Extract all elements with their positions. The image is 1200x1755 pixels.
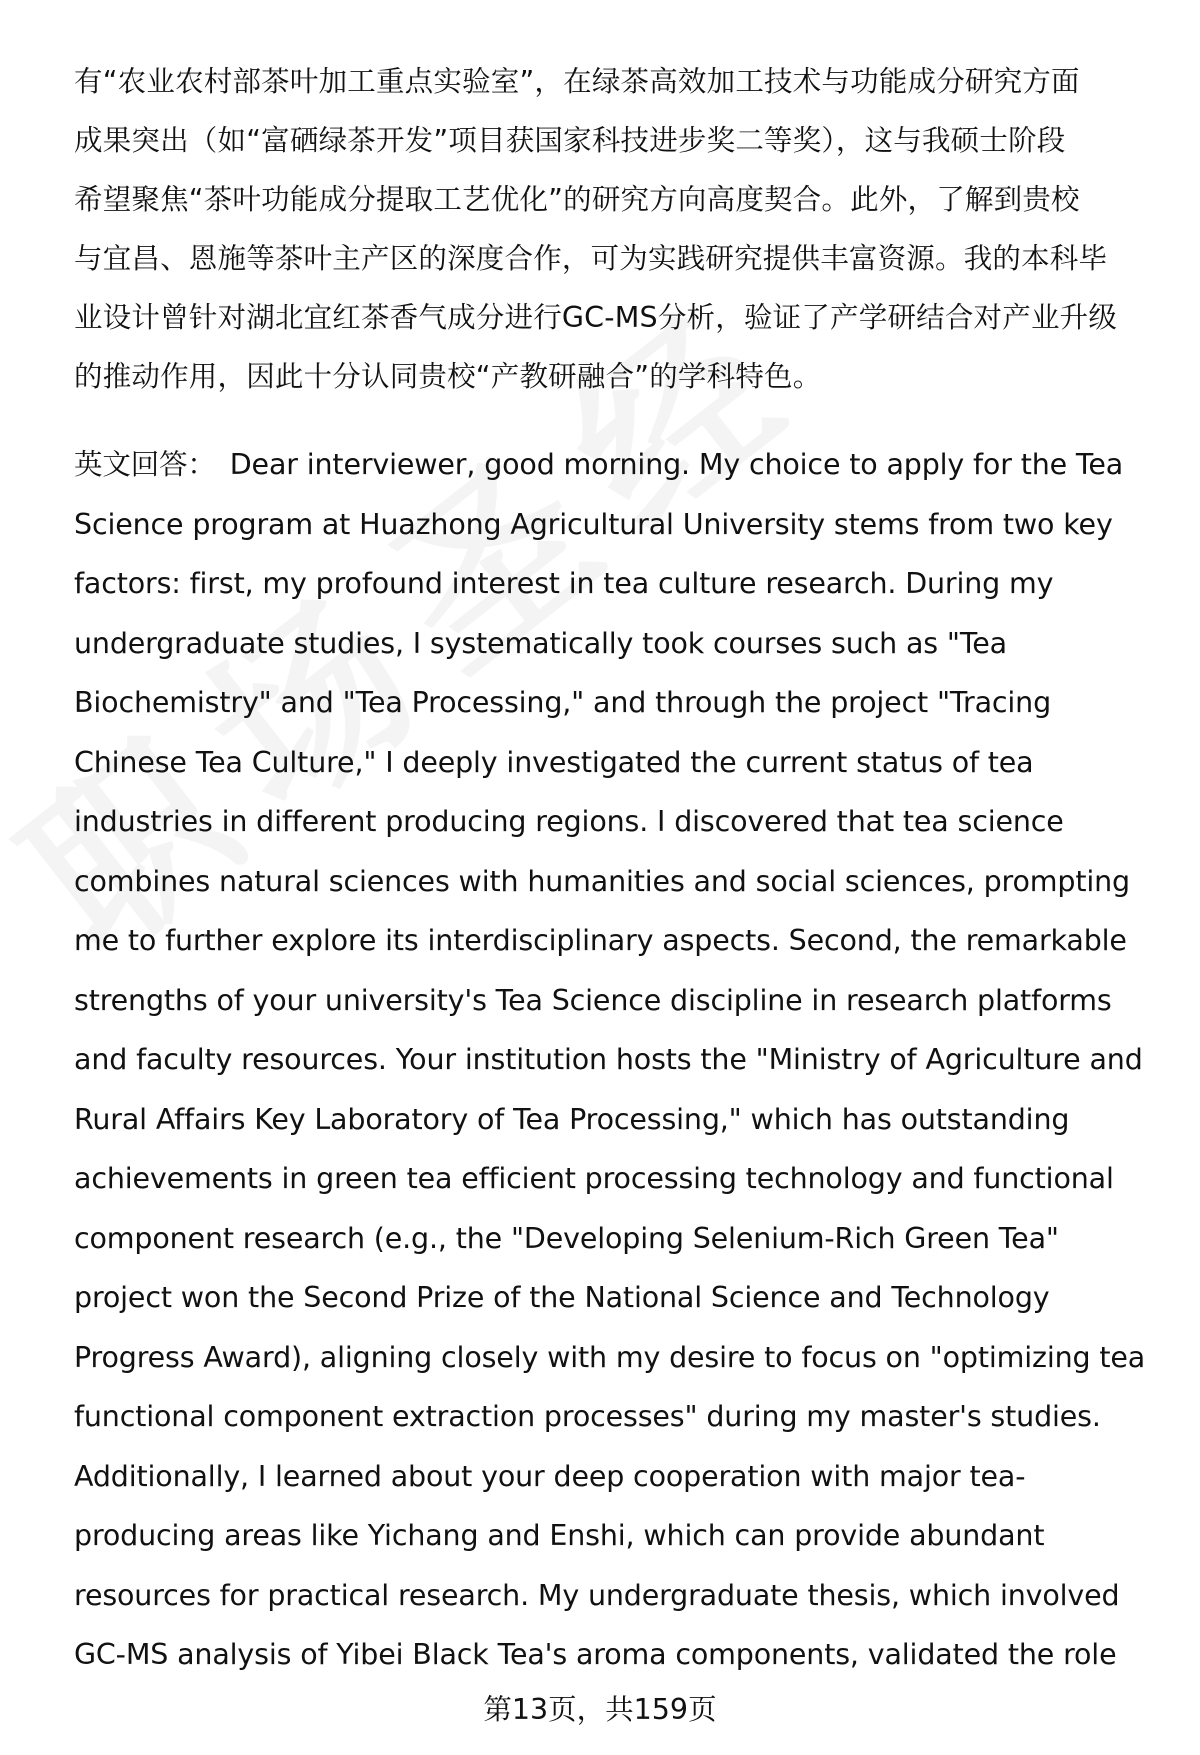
chinese-line: 业设计曾针对湖北宜红茶香气成分进行GC-MS分析，验证了产学研结合对产业升级 bbox=[74, 301, 1118, 334]
english-line: industries in different producing regions. I discovered that tea science bbox=[74, 805, 1064, 838]
english-line: Chinese Tea Culture," I deeply investigated the current status of tea bbox=[74, 745, 1034, 779]
english-line: factors: first, my profound interest in tea culture research. During my bbox=[74, 567, 1054, 600]
chinese-line: 的推动作用，因此十分认同贵校“产教研融合”的学科特色。 bbox=[74, 360, 822, 393]
english-line: component research (e.g., the "Developing Selenium-Rich Green Tea" bbox=[74, 1221, 1059, 1255]
chinese-paragraph bbox=[74, 52, 1164, 406]
english-line: Biochemistry" and "Tea Processing," and through the project "Tracing bbox=[74, 686, 1052, 719]
english-line: Rural Affairs Key Laboratory of Tea Processing," which has outstanding bbox=[74, 1102, 1070, 1136]
english-line: me to further explore its interdisciplinary aspects. Second, the remarkable bbox=[74, 924, 1127, 957]
english-line: combines natural sciences with humanities and social sciences, prompting bbox=[74, 864, 1130, 898]
english-line: achievements in green tea efficient processing technology and functional bbox=[74, 1162, 1114, 1195]
english-first-line bbox=[74, 435, 1174, 495]
english-line: Science program at Huazhong Agricultural University stems from two key bbox=[74, 507, 1113, 541]
english-line: functional component extraction processes" during my master's studies. bbox=[74, 1400, 1101, 1433]
english-line: project won the Second Prize of the National Science and Technology bbox=[74, 1281, 1050, 1314]
chinese-line: 成果突出（如“富硒绿茶开发”项目获国家科技进步奖二等奖），这与我硕士阶段 bbox=[74, 124, 1066, 157]
chinese-line: 与宜昌、恩施等茶叶主产区的深度合作，可为实践研究提供丰富资源。我的本科毕 bbox=[74, 242, 1108, 275]
chinese-line: 希望聚焦“茶叶功能成分提取工艺优化”的研究方向高度契合。此外，了解到贵校 bbox=[74, 183, 1080, 216]
english-answer-paragraph bbox=[74, 435, 1174, 1685]
english-line-text: Dear interviewer, good morning. My choice to apply for the Tea bbox=[229, 448, 1124, 481]
english-line: and faculty resources. Your institution hosts the "Ministry of Agriculture and bbox=[74, 1043, 1143, 1076]
english-line: Progress Award), aligning closely with my desire to focus on "optimizing tea bbox=[74, 1340, 1146, 1374]
english-line: undergraduate studies, I systematically took courses such as "Tea bbox=[74, 626, 1007, 660]
english-line: strengths of your university's Tea Science discipline in research platforms bbox=[74, 983, 1112, 1017]
page-number-footer: 第13页，共159页 bbox=[483, 1693, 717, 1726]
chinese-line: 有“农业农村部茶叶加工重点实验室”，在绿茶高效加工技术与功能成分研究方面 bbox=[74, 65, 1080, 98]
english-line: GC-MS analysis of Yibei Black Tea's aroma components, validated the role bbox=[74, 1638, 1117, 1671]
english-line: Additionally, I learned about your deep cooperation with major tea- bbox=[74, 1459, 1026, 1493]
english-answer-label: 英文回答： bbox=[74, 448, 216, 481]
english-line: resources for practical research. My undergraduate thesis, which involved bbox=[74, 1578, 1120, 1612]
english-line: producing areas like Yichang and Enshi, which can provide abundant bbox=[74, 1519, 1045, 1552]
